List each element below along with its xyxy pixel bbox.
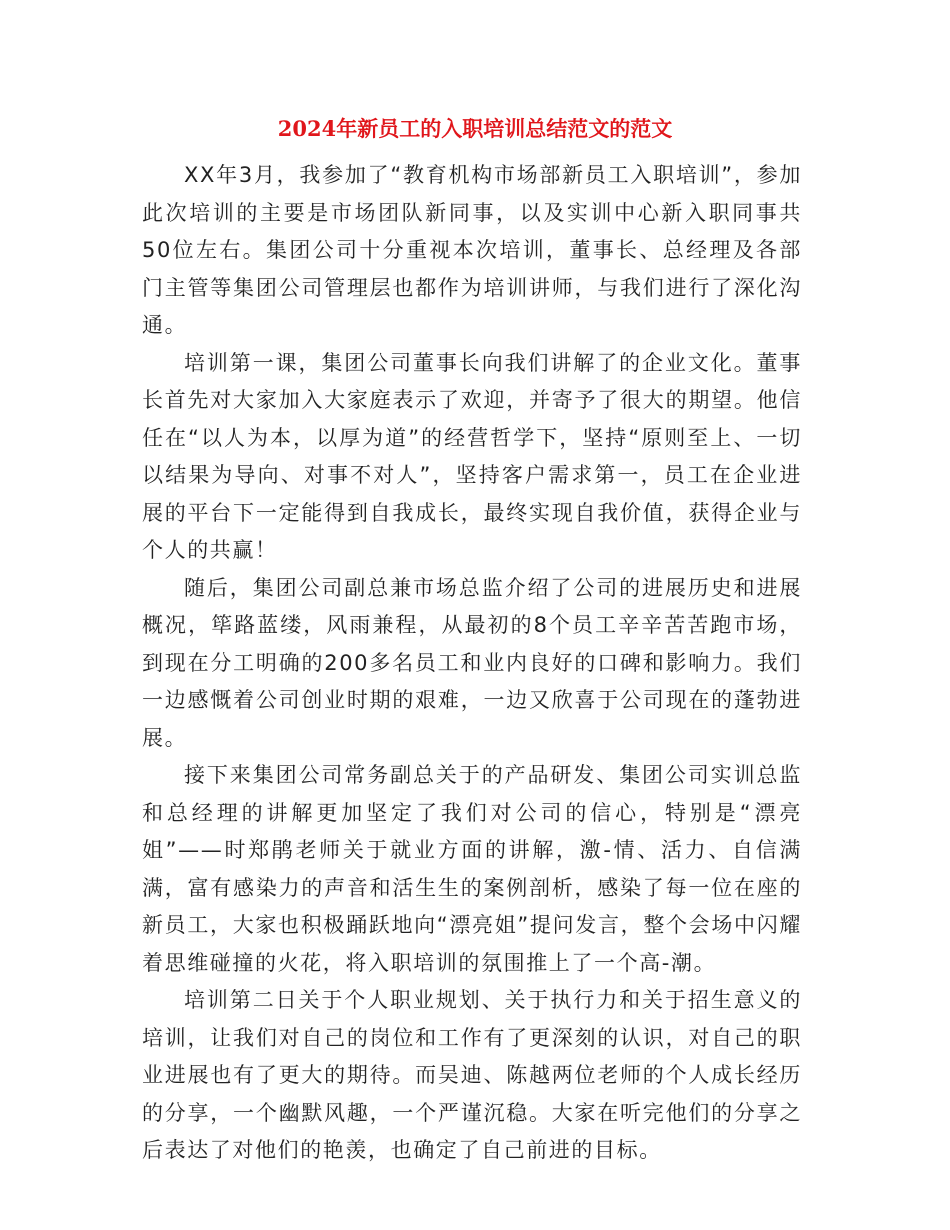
- paragraph: 随后，集团公司副总兼市场总监介绍了公司的进展历史和进展概况，筚路蓝缕，风雨兼程，从最初的8个员工辛辛苦苦跑市场，到现在分工明确的200多名员工和业内良好的口碑和影响力。我们一边感慨着公司创业时期的艰难，一边又欣喜于公司现在的蓬勃进展。: [142, 575, 802, 750]
- paragraph: XX年3月，我参加了“教育机构市场部新员工入职培训”，参加此次培训的主要是市场团队新同事，以及实训中心新入职同事共50位左右。集团公司十分重视本次培训，董事长、总经理及各部门主管等集团公司管理层也都作为培训讲师，与我们进行了深化沟通。: [142, 163, 802, 337]
- document-body: [142, 157, 802, 1170]
- paragraph: 接下来集团公司常务副总关于的产品研发、集团公司实训总监和总经理的讲解更加坚定了我们对公司的信心，特别是“漂亮姐”——时郑鹃老师关于就业方面的讲解，激-情、活力、自信满满，富有感染力的声音和活生生的案例剖析，感染了每一位在座的新员工，大家也积极踊跃地向“漂亮姐”提问发言，整个会场中闪耀着思维碰撞的火花，将入职培训的氛围推上了一个高-潮。: [142, 763, 802, 975]
- paragraph: 培训第一课，集团公司董事长向我们讲解了的企业文化。董事长首先对大家加入大家庭表示了欢迎，并寄予了很大的期望。他信任在“以人为本，以厚为道”的经营哲学下，坚持“原则至上、一切以结果为导向、对事不对人”，坚持客户需求第一，员工在企业进展的平台下一定能得到自我成长，最终实现自我价值，获得企业与个人的共赢！: [142, 350, 802, 562]
- document-title: 2024年新员工的入职培训总结范文的范文: [277, 116, 673, 141]
- paragraph: 培训第二日关于个人职业规划、关于执行力和关于招生意义的培训，让我们对自己的岗位和工作有了更深刻的认识，对自己的职业进展也有了更大的期待。而吴迪、陈越两位老师的个人成长经历的分享，一个幽默风趣，一个严谨沉稳。大家在听完他们的分享之后表达了对他们的艳羡，也确定了自己前进的目标。: [142, 988, 802, 1162]
